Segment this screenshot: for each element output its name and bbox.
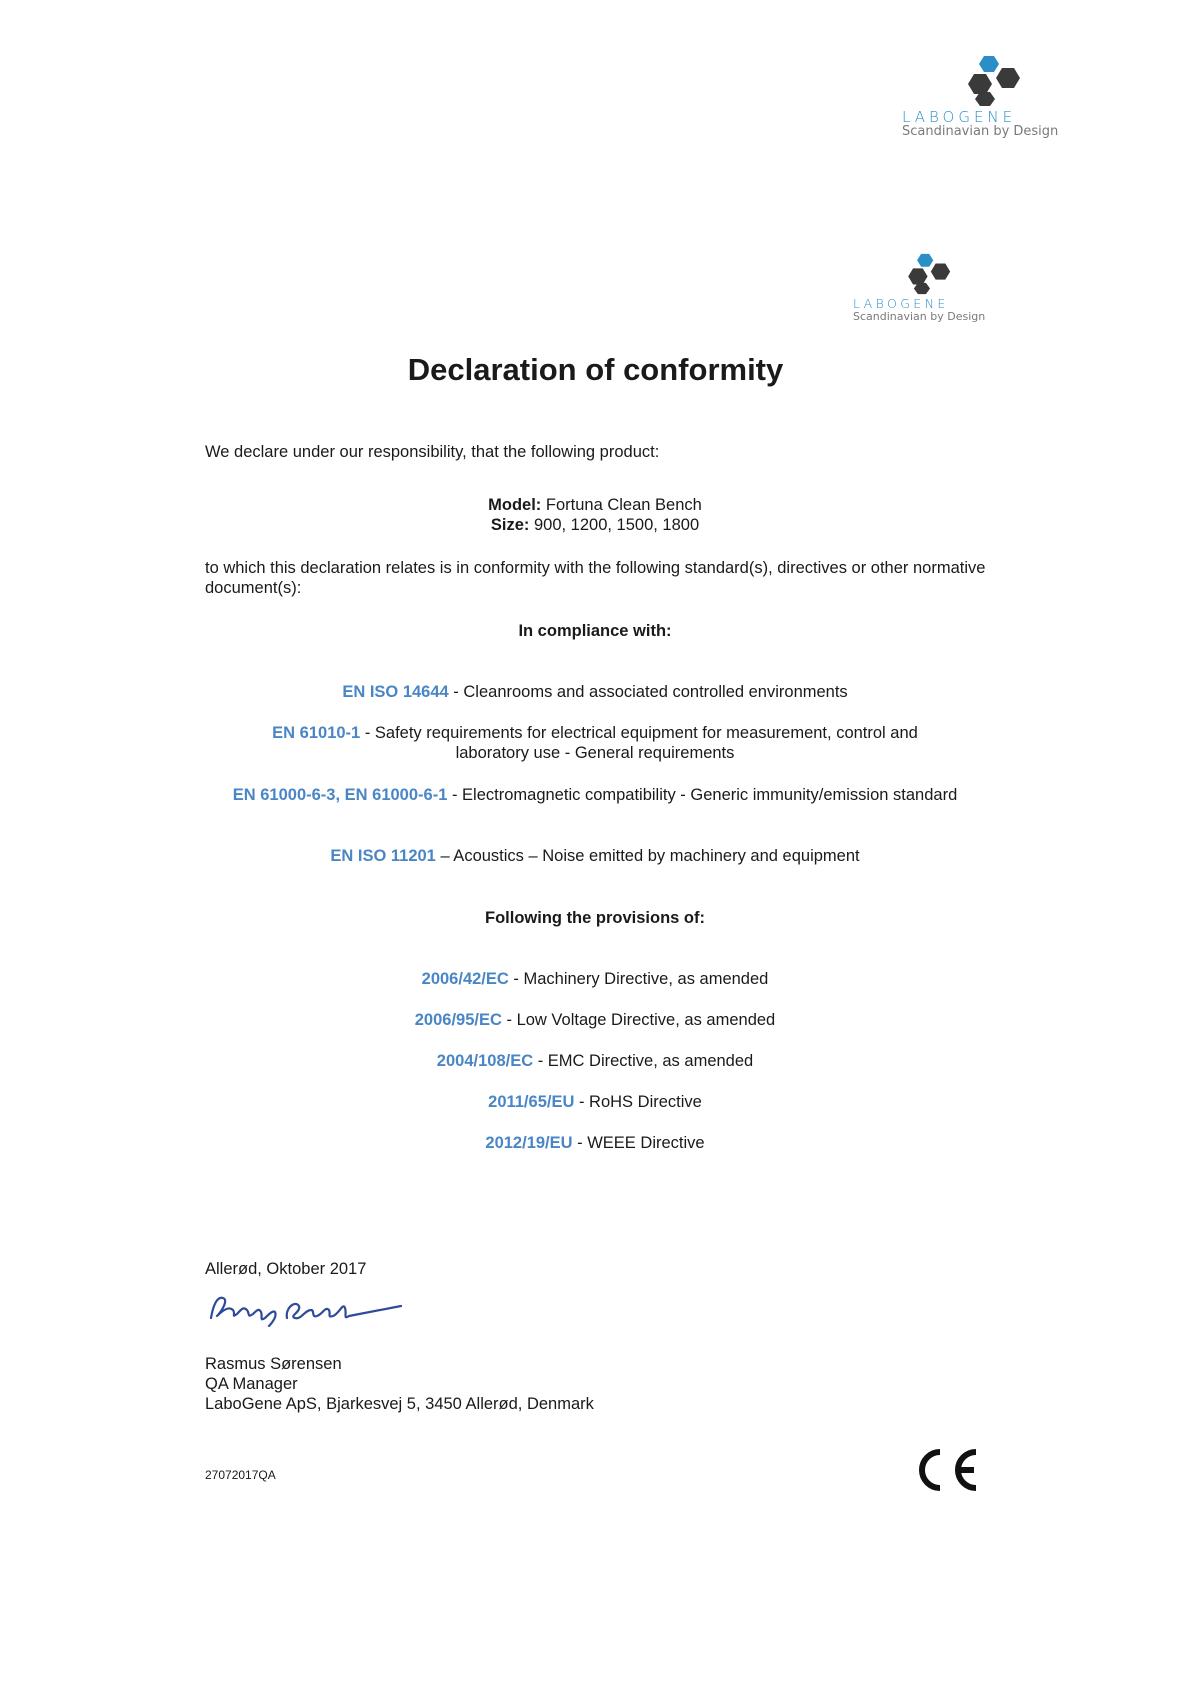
directive-text: - WEEE Directive (572, 1134, 705, 1152)
signatory-title: QA Manager (205, 1375, 298, 1393)
signatory-name: Rasmus Sørensen (205, 1355, 342, 1373)
compliance-heading: In compliance with: (518, 622, 672, 640)
standard-item (240, 723, 950, 763)
directive-item (200, 1010, 990, 1030)
standard-item (230, 785, 960, 805)
standard-text: - Electromagnetic compatibility - Generic immunity/emission standard (447, 786, 958, 804)
page-title: Declaration of conformity (407, 352, 784, 387)
standard-code: EN ISO 14644 (342, 683, 449, 701)
standard-code: EN ISO 11201 (330, 847, 436, 865)
directive-item (200, 969, 990, 989)
model-line (200, 495, 990, 515)
logo-tagline: Scandinavian by Design (902, 124, 1059, 139)
standard-code: EN 61000-6-3, EN 61000-6-1 (232, 786, 448, 804)
directive-text: - RoHS Directive (574, 1093, 702, 1111)
hexagon-logo-icon (905, 253, 955, 295)
logo-tagline: Scandinavian by Design (853, 310, 986, 323)
directive-code: 2004/108/EC (436, 1052, 534, 1070)
standard-text: - Safety requirements for electrical equipment for measurement, control and laboratory use - General requirements (360, 724, 918, 762)
size-value: 900, 1200, 1500, 1800 (533, 516, 700, 534)
model-label: Model: (488, 496, 542, 514)
size-line (200, 515, 990, 535)
standard-text: – Acoustics – Noise emitted by machinery and equipment (435, 847, 860, 865)
hexagon-logo-icon (964, 56, 1026, 106)
signature (203, 1288, 403, 1335)
company-address: LaboGene ApS, Bjarkesvej 5, 3450 Allerød, Denmark (205, 1395, 594, 1413)
provisions-heading: Following the provisions of: (485, 909, 705, 927)
intro-text: We declare under our responsibility, that the following product: (205, 443, 660, 461)
standard-code: EN 61010-1 (272, 724, 361, 742)
model-value: Fortuna Clean Bench (545, 496, 702, 514)
directive-text: - Low Voltage Directive, as amended (501, 1011, 776, 1029)
directive-code: 2006/95/EC (414, 1011, 502, 1029)
directive-text: - EMC Directive, as amended (533, 1052, 754, 1070)
ce-mark-icon (910, 1446, 980, 1499)
logo-wordmark: LABOGENE (902, 108, 1017, 126)
relates-text: to which this declaration relates is in conformity with the following standard(s), directives or other normative document(s): (205, 559, 986, 597)
size-label: Size: (490, 516, 530, 534)
directive-item (200, 1133, 990, 1153)
product-info (200, 495, 990, 535)
signatory-block (205, 1354, 594, 1414)
directive-item (200, 1092, 990, 1112)
logo-wordmark: LABOGENE (853, 296, 949, 311)
standard-item (200, 682, 990, 702)
directive-code: 2012/19/EU (485, 1134, 573, 1152)
directive-code: 2006/42/EC (421, 970, 509, 988)
standard-item (200, 846, 990, 866)
directive-item (200, 1051, 990, 1071)
document-reference: 27072017QA (205, 1468, 276, 1482)
standard-text: - Cleanrooms and associated controlled environments (448, 683, 848, 701)
directive-text: - Machinery Directive, as amended (508, 970, 769, 988)
place-date: Allerød, Oktober 2017 (205, 1260, 367, 1278)
directive-code: 2011/65/EU (488, 1093, 575, 1111)
